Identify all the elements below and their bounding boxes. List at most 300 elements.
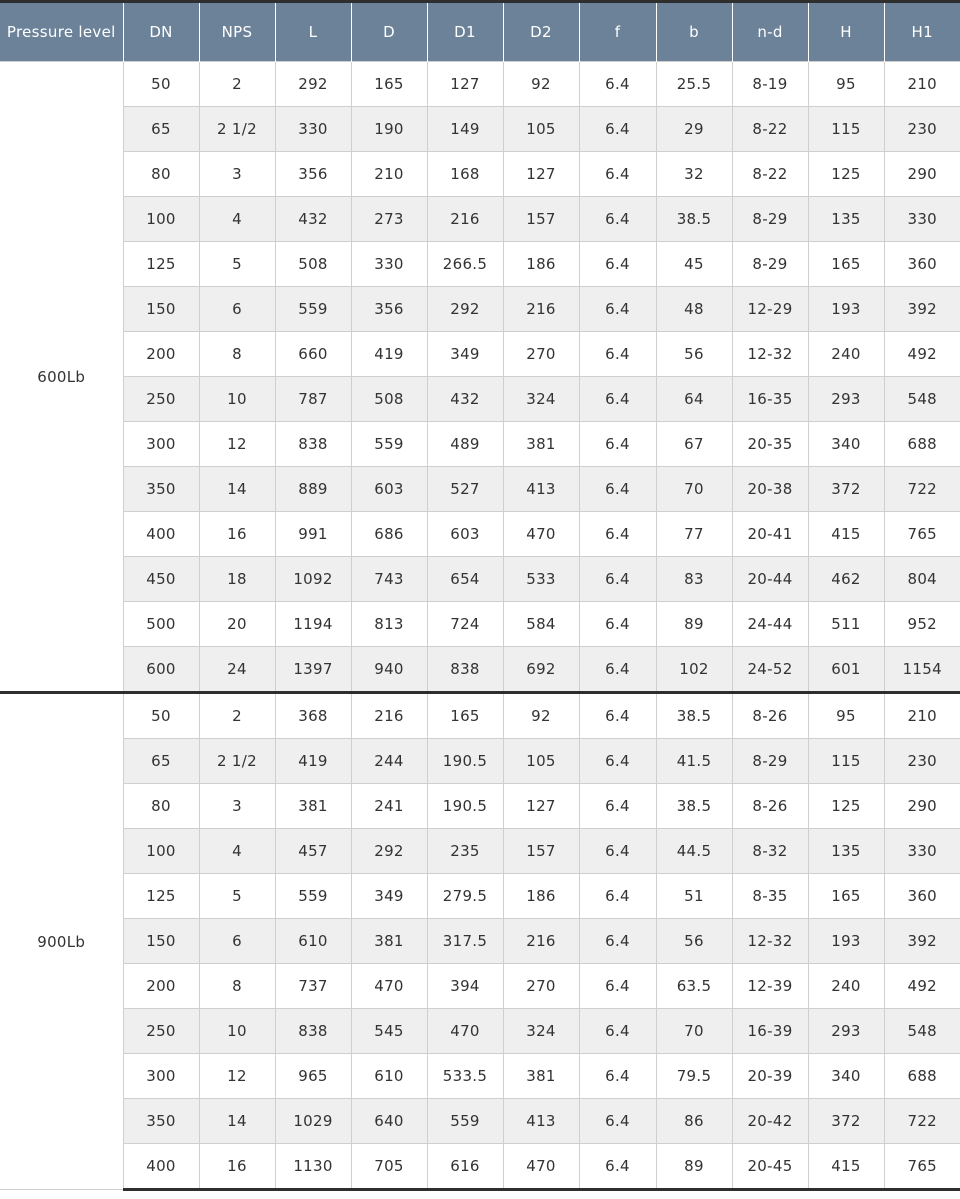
cell-d2: 216 (503, 287, 579, 332)
cell-b: 63.5 (656, 964, 732, 1009)
cell-dn: 250 (123, 377, 199, 422)
cell-nd: 20-35 (732, 422, 808, 467)
cell-d1: 165 (427, 693, 503, 739)
cell-dn: 125 (123, 242, 199, 287)
cell-h1: 230 (884, 739, 960, 784)
cell-h: 115 (808, 739, 884, 784)
cell-d2: 270 (503, 332, 579, 377)
cell-b: 67 (656, 422, 732, 467)
cell-b: 25.5 (656, 62, 732, 107)
cell-h: 95 (808, 62, 884, 107)
table-row (0, 1099, 960, 1144)
cell-d2: 157 (503, 197, 579, 242)
cell-h1: 330 (884, 829, 960, 874)
cell-d: 940 (351, 647, 427, 693)
cell-nps: 14 (199, 1099, 275, 1144)
pressure-level-label: 600Lb (0, 62, 123, 693)
cell-h1: 952 (884, 602, 960, 647)
cell-d2: 216 (503, 919, 579, 964)
cell-f: 6.4 (579, 784, 656, 829)
cell-d2: 127 (503, 784, 579, 829)
cell-dn: 150 (123, 287, 199, 332)
table-row (0, 422, 960, 467)
cell-nd: 20-44 (732, 557, 808, 602)
cell-d1: 432 (427, 377, 503, 422)
cell-nd: 20-45 (732, 1144, 808, 1190)
cell-d2: 157 (503, 829, 579, 874)
cell-h: 601 (808, 647, 884, 693)
cell-f: 6.4 (579, 919, 656, 964)
cell-nd: 20-42 (732, 1099, 808, 1144)
cell-d: 559 (351, 422, 427, 467)
cell-dn: 50 (123, 693, 199, 739)
column-header-d: D (351, 2, 427, 62)
cell-dn: 250 (123, 1009, 199, 1054)
cell-nps: 10 (199, 1009, 275, 1054)
table-row (0, 829, 960, 874)
cell-dn: 50 (123, 62, 199, 107)
cell-dn: 100 (123, 197, 199, 242)
pressure-group-600lb (0, 62, 960, 693)
cell-d2: 92 (503, 62, 579, 107)
cell-l: 660 (275, 332, 351, 377)
table-row (0, 152, 960, 197)
cell-nd: 8-22 (732, 152, 808, 197)
cell-f: 6.4 (579, 1099, 656, 1144)
cell-nps: 16 (199, 1144, 275, 1190)
cell-d1: 603 (427, 512, 503, 557)
cell-b: 48 (656, 287, 732, 332)
cell-h: 165 (808, 242, 884, 287)
cell-l: 1130 (275, 1144, 351, 1190)
cell-l: 889 (275, 467, 351, 512)
cell-h1: 210 (884, 62, 960, 107)
cell-l: 1029 (275, 1099, 351, 1144)
column-header-nps: NPS (199, 2, 275, 62)
cell-h: 135 (808, 197, 884, 242)
cell-f: 6.4 (579, 242, 656, 287)
cell-d1: 838 (427, 647, 503, 693)
table-row (0, 874, 960, 919)
cell-nd: 8-26 (732, 784, 808, 829)
cell-l: 737 (275, 964, 351, 1009)
cell-h: 415 (808, 512, 884, 557)
column-header-d2: D2 (503, 2, 579, 62)
cell-d: 686 (351, 512, 427, 557)
cell-l: 610 (275, 919, 351, 964)
cell-d1: 724 (427, 602, 503, 647)
cell-dn: 80 (123, 784, 199, 829)
cell-d: 640 (351, 1099, 427, 1144)
column-header-nd: n-d (732, 2, 808, 62)
cell-b: 51 (656, 874, 732, 919)
cell-d2: 381 (503, 422, 579, 467)
cell-l: 838 (275, 422, 351, 467)
cell-d1: 533.5 (427, 1054, 503, 1099)
column-header-level: Pressure level (0, 2, 123, 62)
cell-b: 79.5 (656, 1054, 732, 1099)
cell-dn: 80 (123, 152, 199, 197)
pressure-group-900lb (0, 693, 960, 1190)
cell-d1: 190.5 (427, 784, 503, 829)
cell-h: 240 (808, 332, 884, 377)
cell-d: 216 (351, 693, 427, 739)
cell-nd: 24-44 (732, 602, 808, 647)
cell-h: 165 (808, 874, 884, 919)
cell-d2: 105 (503, 739, 579, 784)
cell-nps: 6 (199, 919, 275, 964)
cell-dn: 400 (123, 512, 199, 557)
cell-h1: 765 (884, 512, 960, 557)
cell-dn: 300 (123, 1054, 199, 1099)
cell-b: 29 (656, 107, 732, 152)
cell-l: 559 (275, 874, 351, 919)
cell-l: 457 (275, 829, 351, 874)
cell-l: 432 (275, 197, 351, 242)
cell-l: 559 (275, 287, 351, 332)
cell-d2: 105 (503, 107, 579, 152)
cell-d1: 489 (427, 422, 503, 467)
cell-h1: 688 (884, 1054, 960, 1099)
cell-d: 610 (351, 1054, 427, 1099)
cell-h1: 548 (884, 1009, 960, 1054)
cell-f: 6.4 (579, 829, 656, 874)
cell-dn: 200 (123, 964, 199, 1009)
cell-h1: 548 (884, 377, 960, 422)
cell-b: 41.5 (656, 739, 732, 784)
table-row (0, 62, 960, 107)
cell-h1: 688 (884, 422, 960, 467)
cell-d2: 270 (503, 964, 579, 1009)
cell-nps: 14 (199, 467, 275, 512)
cell-f: 6.4 (579, 512, 656, 557)
cell-d2: 470 (503, 1144, 579, 1190)
table-row (0, 919, 960, 964)
cell-d: 545 (351, 1009, 427, 1054)
cell-h: 415 (808, 1144, 884, 1190)
cell-h: 293 (808, 1009, 884, 1054)
cell-h: 462 (808, 557, 884, 602)
column-header-h: H (808, 2, 884, 62)
cell-b: 56 (656, 919, 732, 964)
cell-h1: 360 (884, 874, 960, 919)
cell-nd: 12-32 (732, 919, 808, 964)
cell-h1: 290 (884, 152, 960, 197)
cell-d2: 533 (503, 557, 579, 602)
cell-dn: 150 (123, 919, 199, 964)
cell-d1: 266.5 (427, 242, 503, 287)
cell-nps: 2 (199, 693, 275, 739)
cell-nps: 4 (199, 197, 275, 242)
table-row (0, 377, 960, 422)
cell-d1: 149 (427, 107, 503, 152)
table-row (0, 467, 960, 512)
cell-d2: 324 (503, 377, 579, 422)
cell-d: 381 (351, 919, 427, 964)
cell-nd: 8-35 (732, 874, 808, 919)
cell-h1: 765 (884, 1144, 960, 1190)
cell-nd: 8-29 (732, 197, 808, 242)
cell-dn: 100 (123, 829, 199, 874)
cell-h: 193 (808, 287, 884, 332)
cell-nps: 5 (199, 242, 275, 287)
cell-l: 965 (275, 1054, 351, 1099)
cell-f: 6.4 (579, 602, 656, 647)
column-header-dn: DN (123, 2, 199, 62)
cell-nps: 3 (199, 784, 275, 829)
cell-d: 419 (351, 332, 427, 377)
cell-dn: 300 (123, 422, 199, 467)
cell-b: 83 (656, 557, 732, 602)
cell-d: 165 (351, 62, 427, 107)
cell-l: 1397 (275, 647, 351, 693)
cell-d1: 470 (427, 1009, 503, 1054)
cell-d2: 470 (503, 512, 579, 557)
cell-dn: 65 (123, 739, 199, 784)
cell-f: 6.4 (579, 964, 656, 1009)
cell-nd: 20-41 (732, 512, 808, 557)
cell-f: 6.4 (579, 467, 656, 512)
cell-d: 743 (351, 557, 427, 602)
cell-b: 77 (656, 512, 732, 557)
column-header-l: L (275, 2, 351, 62)
cell-f: 6.4 (579, 107, 656, 152)
cell-d1: 216 (427, 197, 503, 242)
cell-b: 70 (656, 1009, 732, 1054)
cell-dn: 450 (123, 557, 199, 602)
cell-l: 368 (275, 693, 351, 739)
cell-d: 330 (351, 242, 427, 287)
cell-l: 330 (275, 107, 351, 152)
cell-nps: 3 (199, 152, 275, 197)
cell-h1: 330 (884, 197, 960, 242)
cell-f: 6.4 (579, 557, 656, 602)
cell-d1: 527 (427, 467, 503, 512)
cell-d2: 584 (503, 602, 579, 647)
cell-h1: 492 (884, 964, 960, 1009)
cell-h: 340 (808, 422, 884, 467)
cell-d2: 186 (503, 242, 579, 287)
table-row (0, 693, 960, 739)
cell-dn: 200 (123, 332, 199, 377)
cell-nps: 2 1/2 (199, 739, 275, 784)
cell-nps: 20 (199, 602, 275, 647)
cell-d: 813 (351, 602, 427, 647)
cell-dn: 600 (123, 647, 199, 693)
cell-d1: 654 (427, 557, 503, 602)
cell-f: 6.4 (579, 62, 656, 107)
cell-h: 372 (808, 467, 884, 512)
cell-h1: 722 (884, 467, 960, 512)
cell-dn: 350 (123, 1099, 199, 1144)
cell-h1: 722 (884, 1099, 960, 1144)
cell-h: 125 (808, 784, 884, 829)
cell-d1: 190.5 (427, 739, 503, 784)
table-row (0, 1144, 960, 1190)
cell-d2: 324 (503, 1009, 579, 1054)
cell-d2: 127 (503, 152, 579, 197)
cell-nd: 12-29 (732, 287, 808, 332)
cell-d: 190 (351, 107, 427, 152)
cell-f: 6.4 (579, 1144, 656, 1190)
cell-nd: 24-52 (732, 647, 808, 693)
cell-nps: 10 (199, 377, 275, 422)
cell-d2: 413 (503, 1099, 579, 1144)
cell-b: 89 (656, 602, 732, 647)
cell-h1: 230 (884, 107, 960, 152)
cell-d1: 559 (427, 1099, 503, 1144)
cell-d1: 292 (427, 287, 503, 332)
cell-b: 44.5 (656, 829, 732, 874)
cell-nd: 20-39 (732, 1054, 808, 1099)
cell-nps: 8 (199, 964, 275, 1009)
header-row (0, 2, 960, 62)
table-row (0, 287, 960, 332)
cell-nps: 5 (199, 874, 275, 919)
cell-nps: 16 (199, 512, 275, 557)
cell-l: 292 (275, 62, 351, 107)
pressure-level-label: 900Lb (0, 693, 123, 1190)
cell-l: 991 (275, 512, 351, 557)
cell-b: 38.5 (656, 784, 732, 829)
cell-d: 292 (351, 829, 427, 874)
cell-f: 6.4 (579, 647, 656, 693)
table-header (0, 2, 960, 62)
cell-d2: 413 (503, 467, 579, 512)
cell-d: 705 (351, 1144, 427, 1190)
cell-f: 6.4 (579, 152, 656, 197)
table-row (0, 557, 960, 602)
cell-dn: 350 (123, 467, 199, 512)
cell-d: 244 (351, 739, 427, 784)
cell-l: 838 (275, 1009, 351, 1054)
cell-h: 135 (808, 829, 884, 874)
cell-d: 470 (351, 964, 427, 1009)
cell-l: 787 (275, 377, 351, 422)
column-header-d1: D1 (427, 2, 503, 62)
cell-b: 38.5 (656, 197, 732, 242)
table-row (0, 964, 960, 1009)
cell-b: 86 (656, 1099, 732, 1144)
cell-nd: 8-29 (732, 739, 808, 784)
cell-h: 95 (808, 693, 884, 739)
cell-l: 381 (275, 784, 351, 829)
cell-nd: 8-29 (732, 242, 808, 287)
cell-nps: 2 1/2 (199, 107, 275, 152)
table-row (0, 512, 960, 557)
cell-d1: 235 (427, 829, 503, 874)
cell-d1: 127 (427, 62, 503, 107)
table-row (0, 107, 960, 152)
table-row (0, 647, 960, 693)
cell-nd: 8-19 (732, 62, 808, 107)
cell-dn: 65 (123, 107, 199, 152)
cell-f: 6.4 (579, 197, 656, 242)
cell-h1: 804 (884, 557, 960, 602)
cell-nps: 2 (199, 62, 275, 107)
cell-h: 293 (808, 377, 884, 422)
cell-d: 356 (351, 287, 427, 332)
cell-h1: 210 (884, 693, 960, 739)
column-header-f: f (579, 2, 656, 62)
column-header-b: b (656, 2, 732, 62)
cell-d: 210 (351, 152, 427, 197)
cell-nd: 12-32 (732, 332, 808, 377)
cell-d1: 616 (427, 1144, 503, 1190)
cell-b: 45 (656, 242, 732, 287)
cell-h1: 1154 (884, 647, 960, 693)
cell-f: 6.4 (579, 287, 656, 332)
cell-b: 89 (656, 1144, 732, 1190)
cell-d: 273 (351, 197, 427, 242)
cell-d: 349 (351, 874, 427, 919)
cell-d: 508 (351, 377, 427, 422)
cell-nps: 12 (199, 1054, 275, 1099)
cell-f: 6.4 (579, 874, 656, 919)
cell-h: 372 (808, 1099, 884, 1144)
cell-d1: 317.5 (427, 919, 503, 964)
cell-b: 38.5 (656, 693, 732, 739)
cell-b: 70 (656, 467, 732, 512)
cell-d2: 186 (503, 874, 579, 919)
cell-f: 6.4 (579, 332, 656, 377)
table-row (0, 197, 960, 242)
cell-f: 6.4 (579, 693, 656, 739)
cell-h1: 392 (884, 287, 960, 332)
cell-h: 125 (808, 152, 884, 197)
cell-f: 6.4 (579, 377, 656, 422)
cell-nd: 8-26 (732, 693, 808, 739)
cell-nd: 20-38 (732, 467, 808, 512)
cell-d1: 168 (427, 152, 503, 197)
cell-b: 102 (656, 647, 732, 693)
cell-l: 1092 (275, 557, 351, 602)
cell-nd: 12-39 (732, 964, 808, 1009)
cell-h1: 492 (884, 332, 960, 377)
cell-dn: 125 (123, 874, 199, 919)
cell-nd: 16-39 (732, 1009, 808, 1054)
cell-h: 511 (808, 602, 884, 647)
cell-l: 508 (275, 242, 351, 287)
cell-nd: 8-22 (732, 107, 808, 152)
cell-b: 56 (656, 332, 732, 377)
cell-d2: 92 (503, 693, 579, 739)
cell-nps: 24 (199, 647, 275, 693)
cell-b: 32 (656, 152, 732, 197)
table-row (0, 242, 960, 287)
cell-h1: 360 (884, 242, 960, 287)
cell-d: 603 (351, 467, 427, 512)
cell-nd: 16-35 (732, 377, 808, 422)
table-row (0, 332, 960, 377)
table-row (0, 602, 960, 647)
table-row (0, 1054, 960, 1099)
cell-nps: 4 (199, 829, 275, 874)
cell-h1: 290 (884, 784, 960, 829)
cell-d2: 692 (503, 647, 579, 693)
table-row (0, 1009, 960, 1054)
cell-h: 240 (808, 964, 884, 1009)
cell-b: 64 (656, 377, 732, 422)
cell-h: 115 (808, 107, 884, 152)
cell-nps: 12 (199, 422, 275, 467)
cell-dn: 400 (123, 1144, 199, 1190)
table-row (0, 739, 960, 784)
table-row (0, 784, 960, 829)
cell-d2: 381 (503, 1054, 579, 1099)
cell-nd: 8-32 (732, 829, 808, 874)
cell-f: 6.4 (579, 1054, 656, 1099)
